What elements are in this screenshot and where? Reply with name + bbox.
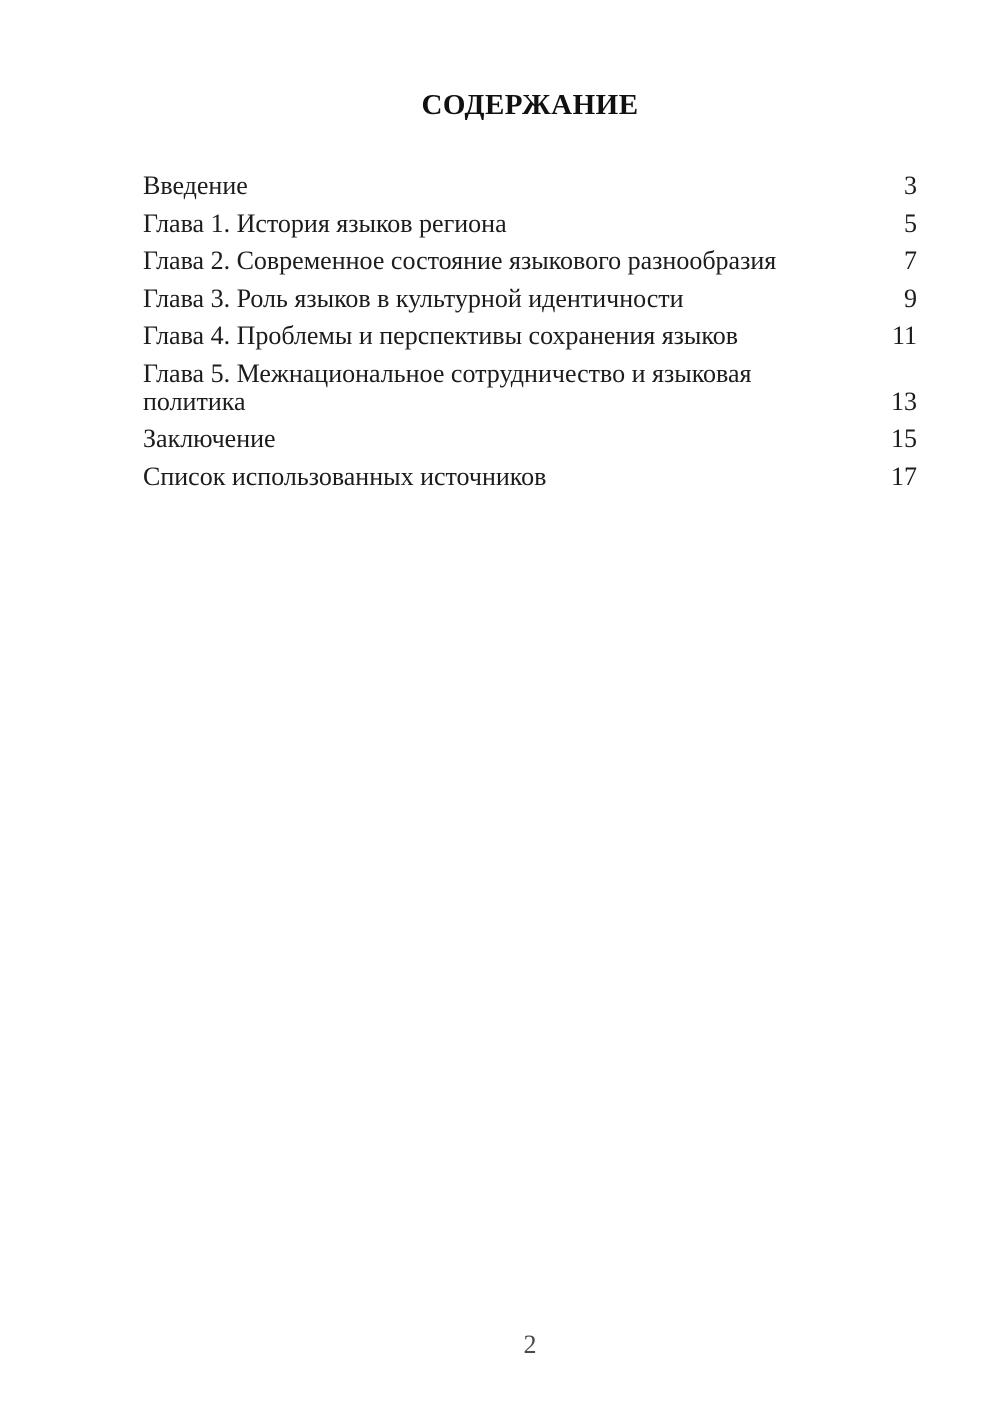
toc-entry-label: Глава 5. Межнациональное сотрудничество и языковая политика — [143, 358, 752, 416]
toc-entry-label: Глава 4. Проблемы и перспективы сохранения языков — [143, 321, 738, 350]
toc-entry-chapter-5 — [143, 360, 917, 416]
toc-entry-chapter-4 — [143, 322, 917, 350]
toc-entry-page-number: 13 — [891, 386, 917, 416]
toc-entry-references — [143, 463, 917, 491]
toc-entry-chapter-2 — [143, 247, 917, 275]
toc-entry-page-number: 7 — [904, 246, 917, 275]
toc-entry-conclusion — [143, 425, 917, 453]
toc-entry-page-number: 9 — [904, 283, 917, 313]
toc-entry-label: Глава 2. Современное состояние языкового разнообразия — [143, 246, 777, 275]
footer-page-number: 2 — [523, 1330, 537, 1359]
toc-entry-page-number: 5 — [904, 208, 917, 238]
toc-entry-label: Введение — [143, 171, 248, 200]
toc-entry-chapter-3 — [143, 285, 917, 313]
toc-entry-label: Глава 1. История языков региона — [143, 208, 507, 238]
toc-entry-chapter-1 — [143, 210, 917, 238]
toc-entry-page-number: 11 — [891, 321, 917, 350]
toc-entry-label: Глава 3. Роль языков в культурной идентичности — [143, 283, 684, 313]
toc-entry-label: Список использованных источников — [143, 461, 547, 491]
toc-entry-introduction — [143, 172, 917, 200]
toc-entry-page-number: 3 — [904, 171, 917, 200]
toc-entry-page-number: 15 — [891, 424, 917, 453]
toc-entry-page-number: 17 — [891, 461, 917, 491]
page-title: СОДЕРЖАНИЕ — [421, 89, 639, 121]
toc-entry-label: Заключение — [143, 424, 276, 453]
table-of-contents — [143, 172, 917, 491]
